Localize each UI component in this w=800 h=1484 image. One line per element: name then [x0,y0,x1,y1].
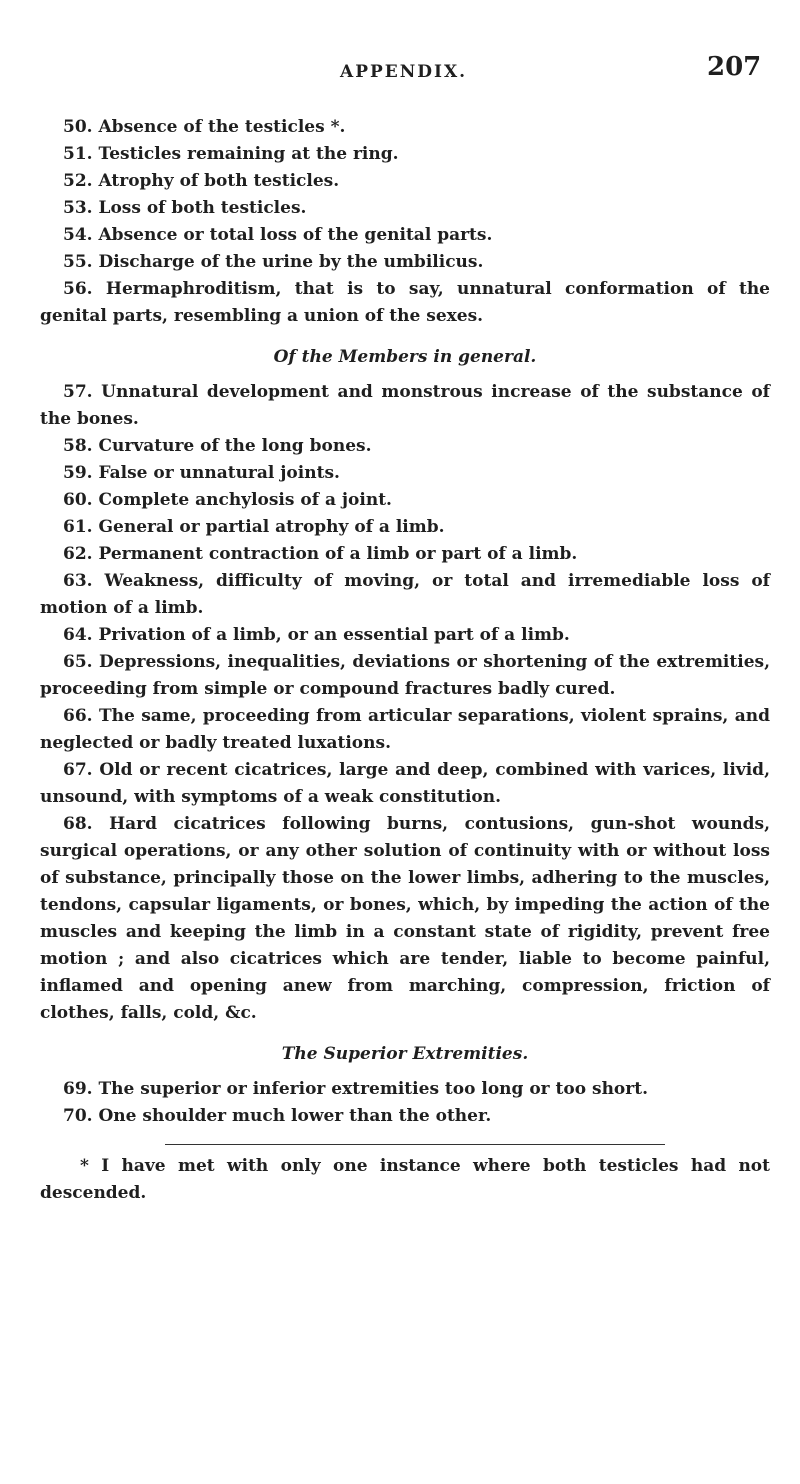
footnote: * I have met with only one instance where both testicles had not descended. [40,1156,770,1203]
entry-50: 50. Absence of the testicles *. [63,117,346,137]
entry-68: 68. Hard cicatrices following burns, contusions, gun-shot wounds, surgical operations, or any other solution of continuity with or without loss of substance, principally those on the lower limbs, adhering to the muscles, tendons, capsular ligaments, or bones, which, by impeding the action of the muscles and keeping the limb in a constant state of rigidity, prevent free motion ; and also cicatrices which are tender, liable to become painful, inflamed and opening anew from marching, compression, friction of clothes, falls, cold, &c. [40,814,770,1023]
entry-66: 66. The same, proceeding from articular separations, violent sprains, and neglected or badly treated luxations. [40,706,770,753]
page-header [0,52,800,92]
entry-65: 65. Depressions, inequalities, deviations or shortening of the extremities, proceeding from simple or compound fractures badly cured. [40,652,770,699]
running-head: APPENDIX. [340,62,468,82]
page-number: 207 [707,52,762,82]
footnote-rule [165,1144,665,1145]
entry-70: 70. One shoulder much lower than the other. [63,1106,492,1126]
entry-51: 51. Testicles remaining at the ring. [63,144,399,164]
section-heading-superior: The Superior Extremities. [281,1044,529,1064]
entry-58: 58. Curvature of the long bones. [63,436,372,456]
entry-53: 53. Loss of both testicles. [63,198,307,218]
entry-60: 60. Complete anchylosis of a joint. [63,490,392,510]
entry-59: 59. False or unnatural joints. [63,463,340,483]
entry-57: 57. Unnatural development and monstrous increase of the substance of the bones. [40,382,770,429]
section-heading-members: Of the Members in general. [273,347,537,367]
entry-63: 63. Weakness, difficulty of moving, or total and irremediable loss of motion of a limb. [40,571,770,618]
entry-61: 61. General or partial atrophy of a limb. [63,517,445,537]
entry-62: 62. Permanent contraction of a limb or part of a limb. [63,544,578,564]
entry-56: 56. Hermaphroditism, that is to say, unnatural conformation of the genital parts, resembling a union of the sexes. [40,279,770,326]
entry-55: 55. Discharge of the urine by the umbilicus. [63,252,484,272]
body-text [40,114,770,1207]
entry-54: 54. Absence or total loss of the genital parts. [63,225,493,245]
entry-69: 69. The superior or inferior extremities too long or too short. [63,1079,648,1099]
entry-52: 52. Atrophy of both testicles. [63,171,340,191]
entry-67: 67. Old or recent cicatrices, large and deep, combined with varices, livid, unsound, with symptoms of a weak constitution. [40,760,770,807]
entry-64: 64. Privation of a limb, or an essential part of a limb. [63,625,570,645]
